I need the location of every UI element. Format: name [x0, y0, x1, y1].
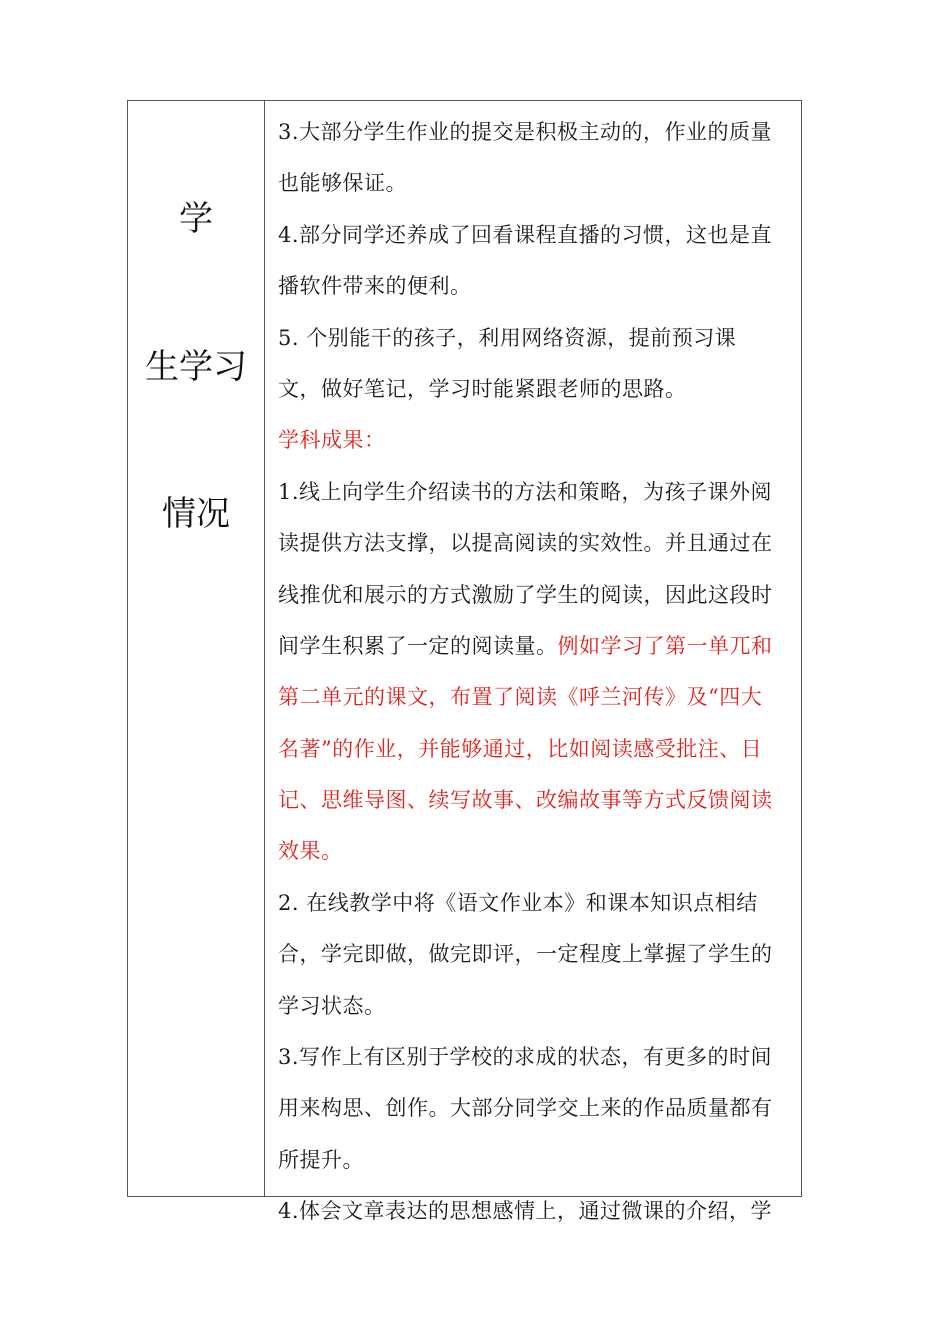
report-table: [127, 100, 802, 1224]
text-line: 所提升。: [278, 1147, 364, 1172]
highlighted-text-line: 第二单元的课文，布置了阅读《呼兰河传》及“四大: [278, 685, 763, 710]
text-line: 文，做好笔记，学习时能紧跟老师的思路。: [278, 376, 687, 401]
highlighted-text-segment: 例如学习了第一单兀和: [557, 633, 773, 658]
text-segment: 间学生积累了一定的阅读量。: [278, 633, 558, 658]
text-line: [278, 621, 798, 672]
column-divider: [264, 101, 265, 1196]
text-line: 4.体会文章表达的思想感情上，通过微课的介绍，学: [278, 1199, 773, 1224]
text-line: 3.大部分学生作业的提交是积极主动的，作业的质量: [278, 120, 773, 144]
category-label-line-2: 生学习: [145, 347, 247, 387]
text-line: 1.线上向学生介绍读书的方法和策略，为孩子课外阅: [278, 479, 773, 504]
text-line: 读提供方法支撑，以提高阅读的实效性。并且通过在: [278, 531, 773, 556]
category-cell: [128, 101, 264, 1196]
text-line: 也能够保证。: [278, 171, 407, 196]
text-line: 学习状态。: [278, 993, 386, 1018]
text-line: 2. 在线教学中将《语文作业本》和课本知识点相结: [278, 890, 758, 915]
text-line: 线推优和展示的方式激励了学生的阅读，因此这段时: [278, 582, 773, 607]
section-heading: 学科成果：: [278, 428, 386, 453]
text-line: 用来构思、创作。大部分同学交上来的作品质量都有: [278, 1096, 773, 1121]
text-line: 5. 个别能干的孩子，利用网络资源，提前预习课: [278, 325, 737, 350]
text-line: 4.部分同学还养成了回看课程直播的习惯，这也是直: [278, 222, 773, 247]
text-line: 3.写作上有区别于学校的求成的状态，有更多的时间: [278, 1045, 773, 1070]
highlighted-text-line: 效果。: [278, 839, 343, 864]
text-line: 合，学完即做，做完即评，一定程度上掌握了学生的: [278, 942, 773, 967]
content-cell: [278, 107, 798, 1238]
highlighted-text-line: 记、思维导图、续写故事、改编故事等方式反馈阅读: [278, 788, 773, 813]
highlighted-text-line: 名著”的作业，并能够通过，比如阅读感受批注、日: [278, 736, 763, 761]
category-label-line-3: 情况: [162, 494, 230, 534]
text-line: 播软件带来的便利。: [278, 274, 472, 299]
category-label-line-1: 学: [179, 199, 213, 239]
